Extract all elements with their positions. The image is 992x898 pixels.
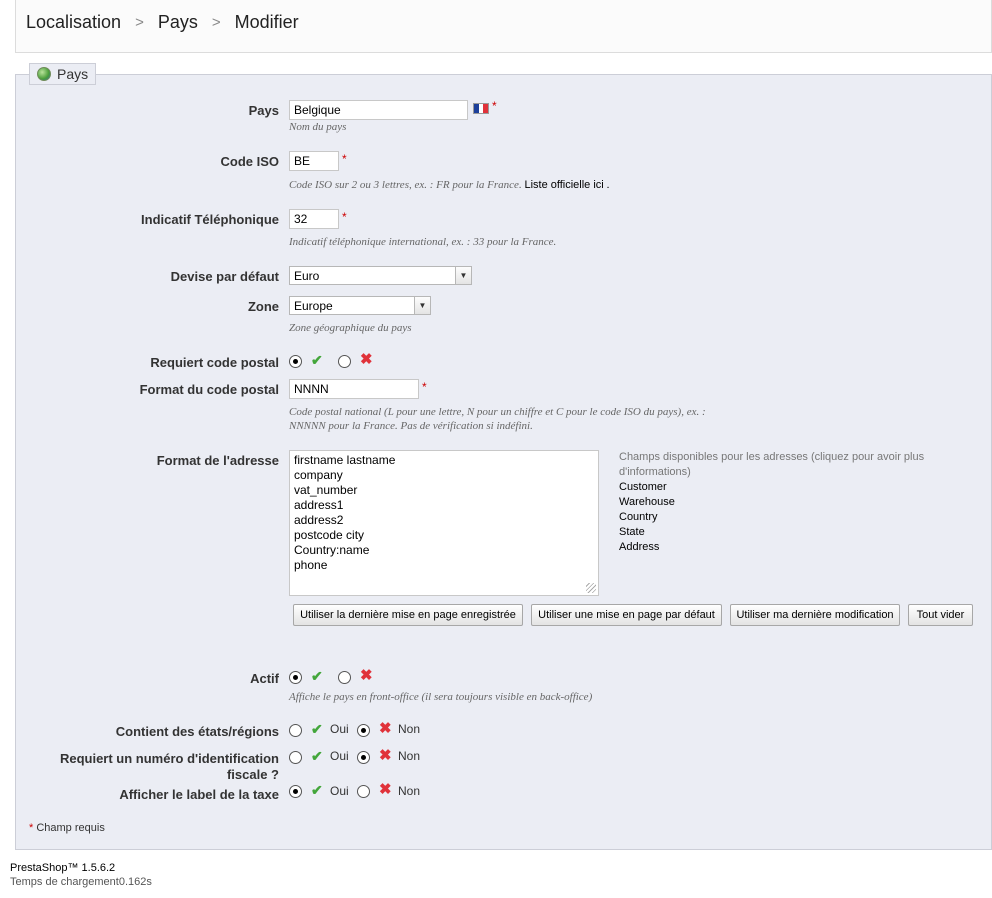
check-icon: ✔ bbox=[311, 352, 323, 368]
cross-icon: ✖ bbox=[379, 781, 392, 798]
breadcrumb bbox=[26, 12, 299, 33]
tax-label-no-label: Non bbox=[398, 784, 421, 798]
phone-prefix-label: Indicatif Téléphonique bbox=[141, 212, 279, 227]
breadcrumb-separator-icon: > bbox=[211, 14, 221, 31]
required-star: * bbox=[342, 210, 347, 224]
vat-no-radio[interactable] bbox=[357, 751, 370, 764]
legend-label: Pays bbox=[57, 66, 89, 82]
iso-code-input[interactable]: BE bbox=[289, 151, 339, 171]
states-no-radio[interactable] bbox=[357, 724, 370, 737]
phone-prefix-hint: Indicatif téléphonique international, ex. : 33 pour la France. bbox=[289, 236, 557, 248]
required-star: * bbox=[492, 99, 497, 113]
country-name-input[interactable]: Belgique bbox=[289, 100, 468, 120]
tax-label-yes-radio[interactable] bbox=[289, 785, 302, 798]
address-format-textarea[interactable] bbox=[289, 450, 599, 596]
check-icon: ✔ bbox=[311, 721, 323, 737]
active-hint: Affiche le pays en front-office (il sera toujours visible en back-office) bbox=[289, 691, 593, 703]
address-line: address1 bbox=[294, 498, 344, 512]
breadcrumb-modifier: Modifier bbox=[234, 12, 299, 32]
zip-format-input[interactable]: NNNN bbox=[289, 379, 419, 399]
check-icon: ✔ bbox=[311, 668, 323, 684]
chevron-down-icon[interactable]: ▼ bbox=[455, 267, 471, 284]
states-yes-label: Oui bbox=[330, 722, 349, 736]
address-line: phone bbox=[294, 558, 328, 572]
vat-yes-radio[interactable] bbox=[289, 751, 302, 764]
states-yes-radio[interactable] bbox=[289, 724, 302, 737]
zone-select[interactable] bbox=[289, 296, 431, 315]
breadcrumb-separator-icon: > bbox=[135, 14, 144, 31]
use-last-edit-button[interactable]: Utiliser ma dernière modification bbox=[730, 604, 900, 626]
currency-label: Devise par défaut bbox=[170, 269, 279, 284]
vat-yes-label: Oui bbox=[330, 749, 349, 763]
address-line: company bbox=[294, 468, 343, 482]
clear-all-button[interactable]: Tout vider bbox=[908, 604, 973, 626]
zone-label: Zone bbox=[247, 299, 279, 314]
needs-zip-yes-radio[interactable] bbox=[289, 355, 302, 368]
pays-label: Pays bbox=[248, 103, 279, 118]
available-fields-title: Champs disponibles pour les adresses (cliquez pour avoir plus d'informations) bbox=[619, 451, 925, 478]
globe-icon bbox=[37, 67, 51, 81]
active-no-radio[interactable] bbox=[338, 671, 351, 684]
check-icon: ✔ bbox=[311, 748, 323, 764]
zip-format-label: Format du code postal bbox=[139, 382, 279, 397]
available-field-warehouse[interactable]: Warehouse bbox=[619, 496, 675, 508]
breadcrumb-localisation[interactable]: Localisation bbox=[26, 12, 122, 32]
cross-icon: ✖ bbox=[379, 747, 392, 764]
iso-label: Code ISO bbox=[220, 154, 279, 169]
currency-select[interactable] bbox=[289, 266, 472, 285]
cross-icon: ✖ bbox=[360, 667, 373, 684]
iso-hint: Code ISO sur 2 ou 3 lettres, ex. : FR pour la France. Liste officielle ici . bbox=[289, 179, 610, 191]
active-label: Actif bbox=[250, 671, 279, 686]
tax-label-yes-label: Oui bbox=[330, 784, 349, 798]
currency-select-value: Euro bbox=[294, 269, 320, 283]
phone-prefix-input[interactable]: 32 bbox=[289, 209, 339, 229]
address-line: postcode city bbox=[294, 528, 365, 542]
panel-legend bbox=[29, 63, 96, 85]
required-note: * Champ requis bbox=[29, 822, 105, 834]
address-format-label: Format de l'adresse bbox=[156, 453, 279, 468]
footer-load-time: Temps de chargement0.162s bbox=[10, 876, 152, 888]
use-last-saved-button[interactable]: Utiliser la dernière mise en page enregistrée bbox=[293, 604, 523, 626]
chevron-down-icon[interactable]: ▼ bbox=[414, 297, 430, 314]
footer-version: PrestaShop™ 1.5.6.2 bbox=[10, 862, 116, 874]
available-field-state[interactable]: State bbox=[619, 526, 645, 538]
states-label: Contient des états/régions bbox=[115, 724, 279, 739]
pays-hint: Nom du pays bbox=[289, 121, 347, 133]
zone-hint: Zone géographique du pays bbox=[289, 322, 412, 334]
available-field-country[interactable]: Country bbox=[619, 511, 658, 523]
french-flag-icon[interactable] bbox=[473, 103, 489, 114]
address-line: vat_number bbox=[294, 483, 358, 497]
address-line: address2 bbox=[294, 513, 344, 527]
active-yes-radio[interactable] bbox=[289, 671, 302, 684]
breadcrumb-pays[interactable]: Pays bbox=[157, 12, 198, 32]
address-line: Country:name bbox=[294, 543, 370, 557]
resize-handle-icon[interactable] bbox=[586, 583, 596, 593]
tax-label-label: Afficher le label de la taxe bbox=[119, 787, 279, 802]
address-line: firstname lastname bbox=[294, 453, 396, 467]
available-fields bbox=[619, 450, 949, 555]
required-star: * bbox=[342, 152, 347, 166]
check-icon: ✔ bbox=[311, 782, 323, 798]
tax-label-no-radio[interactable] bbox=[357, 785, 370, 798]
iso-official-list-link[interactable]: Liste officielle ici bbox=[524, 179, 604, 191]
zip-format-hint: Code postal national (L pour une lettre, N pour un chiffre et C pour le code ISO du pays), ex. : NNNNN pour la France. Pas de vérification si indéfini. bbox=[289, 406, 706, 432]
cross-icon: ✖ bbox=[379, 720, 392, 737]
available-field-customer[interactable]: Customer bbox=[619, 481, 667, 493]
cross-icon: ✖ bbox=[360, 351, 373, 368]
needs-zip-label: Requiert code postal bbox=[150, 355, 279, 370]
zone-select-value: Europe bbox=[294, 299, 333, 313]
use-default-layout-button[interactable]: Utiliser une mise en page par défaut bbox=[531, 604, 722, 626]
required-star: * bbox=[422, 380, 427, 394]
states-no-label: Non bbox=[398, 722, 421, 736]
vat-label: Requiert un numéro d'identification fiscale ? bbox=[59, 751, 279, 782]
page-header bbox=[15, 0, 992, 53]
available-field-address[interactable]: Address bbox=[619, 541, 660, 553]
needs-zip-no-radio[interactable] bbox=[338, 355, 351, 368]
vat-no-label: Non bbox=[398, 749, 421, 763]
